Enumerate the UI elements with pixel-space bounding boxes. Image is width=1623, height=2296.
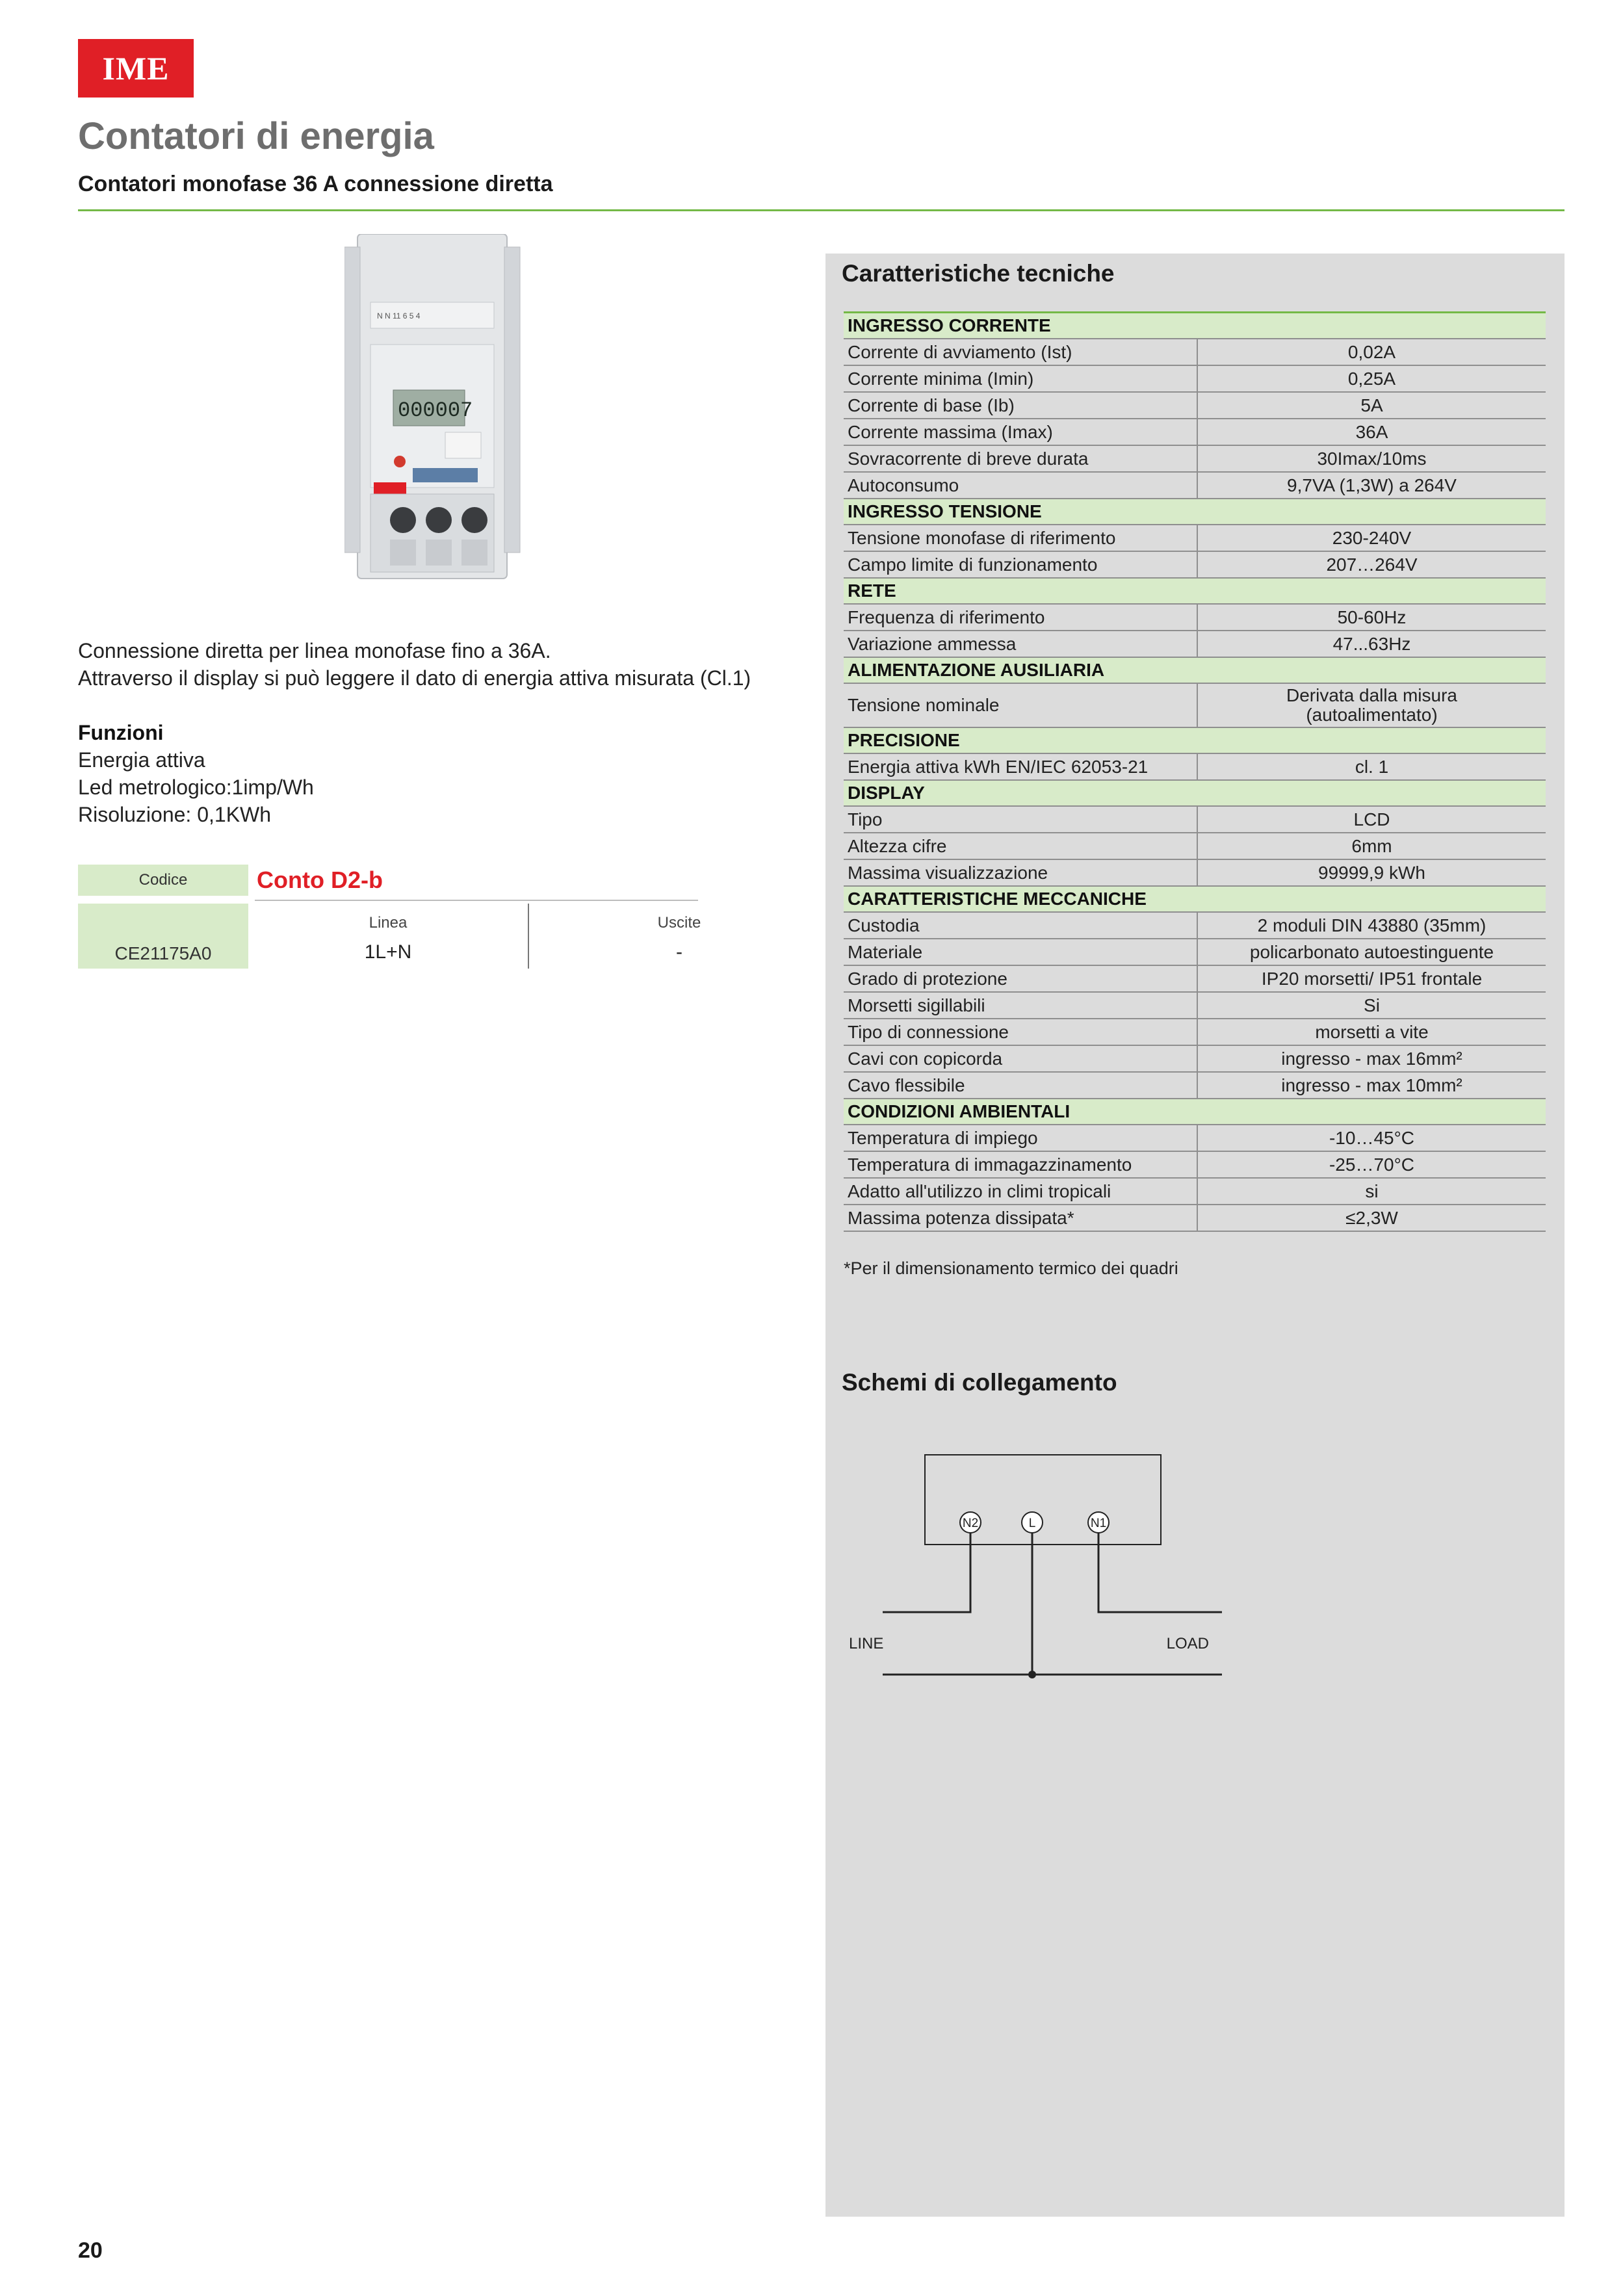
spec-section-header <box>844 1099 1546 1125</box>
spec-value: ingresso - max 10mm² <box>1197 1072 1546 1099</box>
spec-value: ingresso - max 16mm² <box>1197 1045 1546 1072</box>
spec-label: Materiale <box>844 939 1197 965</box>
product-description <box>78 637 751 692</box>
spec-row <box>844 365 1546 392</box>
specs-footnote: *Per il dimensionamento termico dei quadri <box>844 1259 1178 1278</box>
spec-section-header <box>844 780 1546 806</box>
spec-value: 0,02A <box>1197 339 1546 365</box>
function-item: Led metrologico:1imp/Wh <box>78 776 314 799</box>
svg-text:000007: 000007 <box>398 398 473 423</box>
spec-label: Temperatura di immagazzinamento <box>844 1151 1197 1178</box>
codice-header: Codice <box>78 865 248 896</box>
spec-value: LCD <box>1197 806 1546 833</box>
spec-label: Tensione monofase di riferimento <box>844 525 1197 551</box>
spec-row <box>844 912 1546 939</box>
spec-label: Tipo di connessione <box>844 1019 1197 1045</box>
spec-value: ≤2,3W <box>1197 1205 1546 1231</box>
spec-row <box>844 806 1546 833</box>
linea-header: Linea <box>369 914 408 932</box>
logo-text: IME <box>102 50 170 86</box>
page-number: 20 <box>78 2238 103 2263</box>
spec-value: cl. 1 <box>1197 753 1546 780</box>
spec-value: -25…70°C <box>1197 1151 1546 1178</box>
spec-label: Massima visualizzazione <box>844 859 1197 886</box>
spec-row <box>844 1178 1546 1205</box>
meter-box <box>925 1455 1161 1545</box>
spec-value: 6mm <box>1197 833 1546 859</box>
spec-row <box>844 1045 1546 1072</box>
spec-row <box>844 419 1546 445</box>
spec-section-header <box>844 313 1546 339</box>
spec-label: Frequenza di riferimento <box>844 604 1197 631</box>
spec-value: 30Imax/10ms <box>1197 445 1546 472</box>
spec-row <box>844 1019 1546 1045</box>
spec-section-title: DISPLAY <box>844 780 1546 806</box>
product-photo <box>344 234 533 585</box>
spec-label: Campo limite di funzionamento <box>844 551 1197 578</box>
divider <box>255 900 698 901</box>
product-name: Conto D2-b <box>257 867 383 893</box>
product-code: CE21175A0 <box>78 904 248 969</box>
functions-title: Funzioni <box>78 721 164 744</box>
spec-label: Autoconsumo <box>844 472 1197 499</box>
spec-row <box>844 392 1546 419</box>
spec-value: policarbonato autoestinguente <box>1197 939 1546 965</box>
spec-section-title: INGRESSO CORRENTE <box>844 313 1546 339</box>
spec-value: 207…264V <box>1197 551 1546 578</box>
spec-value: 50-60Hz <box>1197 604 1546 631</box>
spec-section-title: CARATTERISTICHE MECCANICHE <box>844 886 1546 912</box>
spec-label: Morsetti sigillabili <box>844 992 1197 1019</box>
function-item: Energia attiva <box>78 748 205 772</box>
svg-text:N N 11 6 5 4: N N 11 6 5 4 <box>377 311 421 320</box>
specs-title: Caratteristiche tecniche <box>842 260 1115 287</box>
brand-logo <box>78 39 194 98</box>
spec-label: Adatto all'utilizzo in climi tropicali <box>844 1178 1197 1205</box>
spec-row <box>844 683 1546 727</box>
spec-label: Custodia <box>844 912 1197 939</box>
spec-section-title: PRECISIONE <box>844 727 1546 753</box>
terminal-n2-label: N2 <box>962 1517 979 1530</box>
spec-value: morsetti a vite <box>1197 1019 1546 1045</box>
spec-label: Temperatura di impiego <box>844 1125 1197 1151</box>
spec-section-title: INGRESSO TENSIONE <box>844 499 1546 525</box>
spec-value: si <box>1197 1178 1546 1205</box>
functions-block <box>78 719 314 828</box>
spec-row <box>844 965 1546 992</box>
spec-row <box>844 631 1546 657</box>
spec-row <box>844 1072 1546 1099</box>
linea-value: 1L+N <box>364 941 412 963</box>
wiring-title: Schemi di collegamento <box>842 1369 1117 1396</box>
page-subtitle: Contatori monofase 36 A connessione diretta <box>78 172 553 196</box>
spec-label: Energia attiva kWh EN/IEC 62053-21 <box>844 753 1197 780</box>
spec-row <box>844 753 1546 780</box>
spec-value: 47...63Hz <box>1197 631 1546 657</box>
header-rule <box>78 209 1565 211</box>
spec-value: Derivata dalla misura (autoalimentato) <box>1197 683 1546 727</box>
spec-row <box>844 525 1546 551</box>
divider <box>528 904 529 969</box>
spec-row <box>844 833 1546 859</box>
uscite-header: Uscite <box>657 914 701 932</box>
spec-label: Cavi con copicorda <box>844 1045 1197 1072</box>
uscite-value: - <box>676 941 682 963</box>
spec-row <box>844 551 1546 578</box>
spec-label: Grado di protezione <box>844 965 1197 992</box>
load-label: LOAD <box>1166 1635 1209 1652</box>
spec-row <box>844 1125 1546 1151</box>
spec-value: 36A <box>1197 419 1546 445</box>
spec-label: Corrente minima (Imin) <box>844 365 1197 392</box>
line-label: LINE <box>849 1635 884 1652</box>
spec-row <box>844 859 1546 886</box>
junction-dot <box>1028 1671 1036 1678</box>
spec-value: 2 moduli DIN 43880 (35mm) <box>1197 912 1546 939</box>
spec-value: 5A <box>1197 392 1546 419</box>
spec-row <box>844 992 1546 1019</box>
page-title: Contatori di energia <box>78 115 434 157</box>
spec-label: Corrente di base (Ib) <box>844 392 1197 419</box>
terminal-n1-label: N1 <box>1090 1517 1107 1530</box>
spec-value: 9,7VA (1,3W) a 264V <box>1197 472 1546 499</box>
spec-label: Tipo <box>844 806 1197 833</box>
spec-label: Corrente di avviamento (Ist) <box>844 339 1197 365</box>
spec-section-header <box>844 578 1546 604</box>
spec-label: Massima potenza dissipata* <box>844 1205 1197 1231</box>
specs-table <box>844 311 1546 1232</box>
wiring-diagram <box>845 1450 1235 1697</box>
function-item: Risoluzione: 0,1KWh <box>78 803 272 826</box>
spec-label: Variazione ammessa <box>844 631 1197 657</box>
spec-section-header <box>844 499 1546 525</box>
terminal-l-label: L <box>1028 1517 1036 1530</box>
spec-section-header <box>844 727 1546 753</box>
spec-row <box>844 339 1546 365</box>
spec-label: Sovracorrente di breve durata <box>844 445 1197 472</box>
code-table <box>78 865 728 969</box>
spec-section-title: CONDIZIONI AMBIENTALI <box>844 1099 1546 1125</box>
spec-label: Tensione nominale <box>844 683 1197 727</box>
spec-row <box>844 939 1546 965</box>
spec-value: 99999,9 kWh <box>1197 859 1546 886</box>
spec-value: 230-240V <box>1197 525 1546 551</box>
spec-row <box>844 472 1546 499</box>
spec-section-header <box>844 886 1546 912</box>
spec-section-title: RETE <box>844 578 1546 604</box>
spec-row <box>844 1151 1546 1178</box>
spec-section-title: ALIMENTAZIONE AUSILIARIA <box>844 657 1546 683</box>
spec-value: IP20 morsetti/ IP51 frontale <box>1197 965 1546 992</box>
spec-row <box>844 604 1546 631</box>
description-line: Attraverso il display si può leggere il dato di energia attiva misurata (Cl.1) <box>78 666 751 690</box>
spec-label: Cavo flessibile <box>844 1072 1197 1099</box>
spec-label: Corrente massima (Imax) <box>844 419 1197 445</box>
spec-row <box>844 445 1546 472</box>
description-line: Connessione diretta per linea monofase fino a 36A. <box>78 639 551 662</box>
spec-value: 0,25A <box>1197 365 1546 392</box>
spec-row <box>844 1205 1546 1231</box>
spec-section-header <box>844 657 1546 683</box>
spec-label: Altezza cifre <box>844 833 1197 859</box>
spec-value: -10…45°C <box>1197 1125 1546 1151</box>
spec-value: Si <box>1197 992 1546 1019</box>
